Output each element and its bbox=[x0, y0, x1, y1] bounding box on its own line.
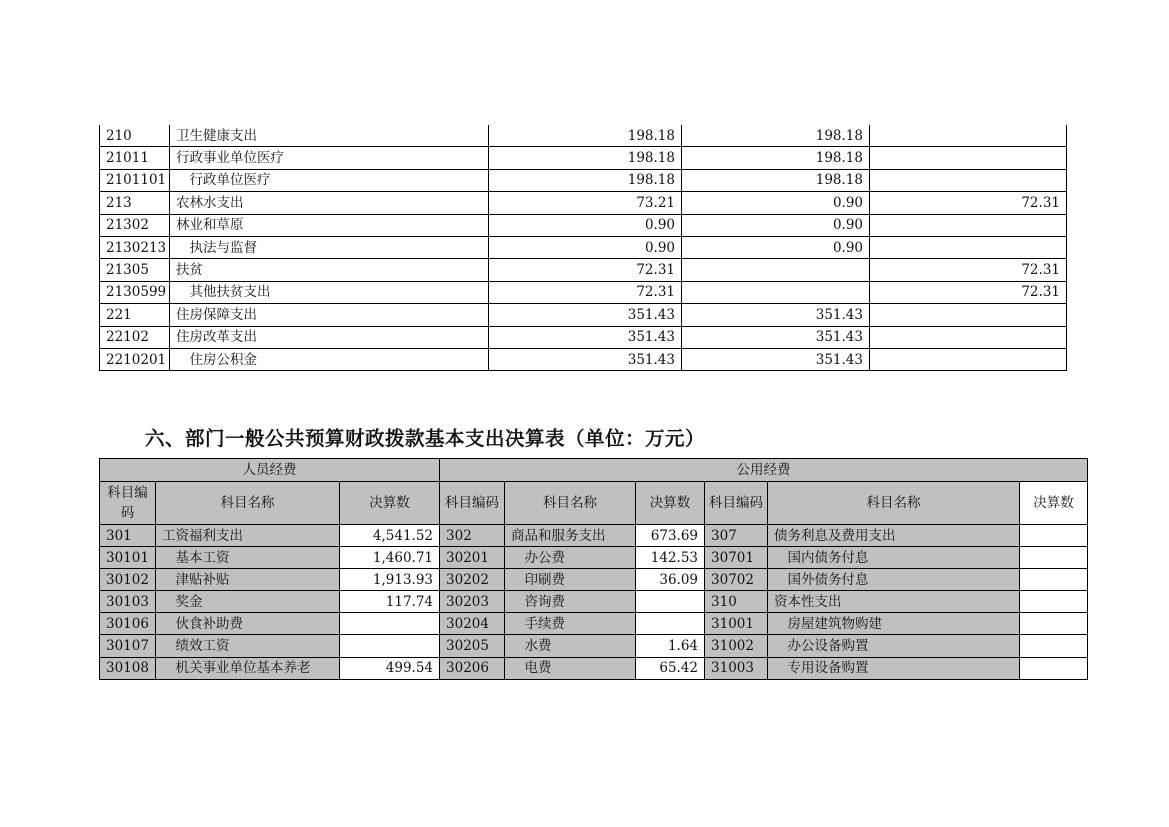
project-expenditure-cell: 72.31 bbox=[870, 192, 1067, 214]
subject-code-cell: 2101101 bbox=[100, 169, 170, 191]
total-amount-cell: 198.18 bbox=[489, 125, 682, 147]
total-amount-cell: 73.21 bbox=[489, 192, 682, 214]
subject-code-cell: 210 bbox=[100, 125, 170, 147]
personnel-code-cell: 30107 bbox=[100, 635, 156, 657]
basic-expenditure-cell bbox=[682, 281, 870, 303]
public-name-cell: 办公设备购置 bbox=[768, 635, 1020, 657]
public-code-cell: 302 bbox=[440, 525, 505, 547]
table-row bbox=[100, 169, 1067, 191]
table-row bbox=[100, 147, 1067, 169]
public-name-cell: 商品和服务支出 bbox=[505, 525, 636, 547]
basic-expenditure-cell: 198.18 bbox=[682, 147, 870, 169]
subject-code-cell: 21011 bbox=[100, 147, 170, 169]
project-expenditure-cell bbox=[870, 326, 1067, 348]
total-amount-cell: 72.31 bbox=[489, 259, 682, 281]
project-expenditure-cell bbox=[870, 125, 1067, 147]
group-public-header: 公用经费 bbox=[440, 459, 1088, 482]
subject-name-cell: 农林水支出 bbox=[170, 192, 489, 214]
personnel-code-cell: 30103 bbox=[100, 591, 156, 613]
total-amount-cell: 351.43 bbox=[489, 348, 682, 370]
public-amount-cell bbox=[636, 613, 705, 635]
table-row bbox=[100, 281, 1067, 303]
basic-expenditure-cell: 198.18 bbox=[682, 169, 870, 191]
total-amount-cell: 351.43 bbox=[489, 304, 682, 326]
public-name-cell: 房屋建筑物购建 bbox=[768, 613, 1020, 635]
public-code-cell: 30701 bbox=[705, 547, 768, 569]
project-expenditure-cell bbox=[870, 169, 1067, 191]
table-row bbox=[100, 236, 1067, 258]
subject-name-cell: 卫生健康支出 bbox=[170, 125, 489, 147]
public-amount-cell: 36.09 bbox=[636, 569, 705, 591]
expenditure-by-function-table bbox=[99, 125, 1067, 371]
public-amount-cell: 142.53 bbox=[636, 547, 705, 569]
table-row bbox=[100, 304, 1067, 326]
public-name-cell: 资本性支出 bbox=[768, 591, 1020, 613]
public-name-cell: 国内债务付息 bbox=[768, 547, 1020, 569]
group-header-row bbox=[100, 459, 1088, 482]
personnel-amount-cell: 4,541.52 bbox=[340, 525, 440, 547]
public-code-cell: 310 bbox=[705, 591, 768, 613]
basic-expenditure-cell: 198.18 bbox=[682, 125, 870, 147]
table-row bbox=[100, 259, 1067, 281]
subject-name-cell: 执法与监督 bbox=[170, 236, 489, 258]
public-name-cell: 专用设备购置 bbox=[768, 657, 1020, 679]
public-code-cell: 30205 bbox=[440, 635, 505, 657]
table-row bbox=[100, 591, 1088, 613]
header-amount: 决算数 bbox=[1020, 482, 1088, 525]
subject-code-cell: 21302 bbox=[100, 214, 170, 236]
public-amount-cell bbox=[636, 591, 705, 613]
personnel-amount-cell: 1,913.93 bbox=[340, 569, 440, 591]
personnel-amount-cell bbox=[340, 613, 440, 635]
public-amount-cell bbox=[1020, 547, 1088, 569]
public-code-cell: 30702 bbox=[705, 569, 768, 591]
header-name: 科目名称 bbox=[156, 482, 340, 525]
subject-name-cell: 扶贫 bbox=[170, 259, 489, 281]
basic-expenditure-cell: 351.43 bbox=[682, 326, 870, 348]
total-amount-cell: 351.43 bbox=[489, 326, 682, 348]
subject-code-cell: 221 bbox=[100, 304, 170, 326]
public-name-cell: 咨询费 bbox=[505, 591, 636, 613]
public-amount-cell bbox=[1020, 569, 1088, 591]
personnel-name-cell: 基本工资 bbox=[156, 547, 340, 569]
subject-code-cell: 2130599 bbox=[100, 281, 170, 303]
subject-name-cell: 行政事业单位医疗 bbox=[170, 147, 489, 169]
table-row bbox=[100, 635, 1088, 657]
public-amount-cell: 1.64 bbox=[636, 635, 705, 657]
personnel-amount-cell: 117.74 bbox=[340, 591, 440, 613]
table-row bbox=[100, 326, 1067, 348]
basic-expenditure-cell: 351.43 bbox=[682, 304, 870, 326]
basic-expenditure-cell: 0.90 bbox=[682, 192, 870, 214]
table-row bbox=[100, 348, 1067, 370]
public-amount-cell bbox=[1020, 525, 1088, 547]
table-row bbox=[100, 525, 1088, 547]
subject-code-cell: 2210201 bbox=[100, 348, 170, 370]
column-header-row bbox=[100, 482, 1088, 525]
table-row bbox=[100, 125, 1067, 147]
total-amount-cell: 0.90 bbox=[489, 214, 682, 236]
personnel-name-cell: 奖金 bbox=[156, 591, 340, 613]
section-title: 六、部门一般公共预算财政拨款基本支出决算表（单位：万元） bbox=[145, 427, 706, 450]
subject-name-cell: 住房改革支出 bbox=[170, 326, 489, 348]
total-amount-cell: 198.18 bbox=[489, 169, 682, 191]
public-name-cell: 债务利息及费用支出 bbox=[768, 525, 1020, 547]
project-expenditure-cell bbox=[870, 348, 1067, 370]
personnel-code-cell: 30101 bbox=[100, 547, 156, 569]
public-amount-cell bbox=[1020, 635, 1088, 657]
subject-name-cell: 林业和草原 bbox=[170, 214, 489, 236]
total-amount-cell: 72.31 bbox=[489, 281, 682, 303]
public-amount-cell bbox=[1020, 657, 1088, 679]
personnel-amount-cell: 499.54 bbox=[340, 657, 440, 679]
public-code-cell: 31001 bbox=[705, 613, 768, 635]
project-expenditure-cell: 72.31 bbox=[870, 259, 1067, 281]
public-code-cell: 31002 bbox=[705, 635, 768, 657]
public-code-cell: 307 bbox=[705, 525, 768, 547]
header-code: 科目编码 bbox=[100, 482, 156, 525]
personnel-code-cell: 301 bbox=[100, 525, 156, 547]
public-name-cell: 手续费 bbox=[505, 613, 636, 635]
subject-name-cell: 住房公积金 bbox=[170, 348, 489, 370]
public-name-cell: 国外债务付息 bbox=[768, 569, 1020, 591]
subject-name-cell: 其他扶贫支出 bbox=[170, 281, 489, 303]
personnel-amount-cell: 1,460.71 bbox=[340, 547, 440, 569]
header-amount: 决算数 bbox=[636, 482, 705, 525]
header-amount: 决算数 bbox=[340, 482, 440, 525]
personnel-name-cell: 伙食补助费 bbox=[156, 613, 340, 635]
public-code-cell: 30203 bbox=[440, 591, 505, 613]
personnel-name-cell: 工资福利支出 bbox=[156, 525, 340, 547]
public-name-cell: 电费 bbox=[505, 657, 636, 679]
personnel-code-cell: 30108 bbox=[100, 657, 156, 679]
project-expenditure-cell bbox=[870, 236, 1067, 258]
public-amount-cell: 65.42 bbox=[636, 657, 705, 679]
subject-code-cell: 2130213 bbox=[100, 236, 170, 258]
subject-name-cell: 行政单位医疗 bbox=[170, 169, 489, 191]
basic-expenditure-cell: 0.90 bbox=[682, 214, 870, 236]
group-personnel-header: 人员经费 bbox=[100, 459, 440, 482]
personnel-amount-cell bbox=[340, 635, 440, 657]
public-name-cell: 印刷费 bbox=[505, 569, 636, 591]
basic-expenditure-cell bbox=[682, 259, 870, 281]
public-code-cell: 30206 bbox=[440, 657, 505, 679]
personnel-code-cell: 30106 bbox=[100, 613, 156, 635]
public-code-cell: 30201 bbox=[440, 547, 505, 569]
public-name-cell: 水费 bbox=[505, 635, 636, 657]
subject-code-cell: 21305 bbox=[100, 259, 170, 281]
table-row bbox=[100, 214, 1067, 236]
table-row bbox=[100, 547, 1088, 569]
table-row bbox=[100, 657, 1088, 679]
public-code-cell: 31003 bbox=[705, 657, 768, 679]
basic-expenditure-cell: 351.43 bbox=[682, 348, 870, 370]
personnel-name-cell: 绩效工资 bbox=[156, 635, 340, 657]
public-amount-cell bbox=[1020, 591, 1088, 613]
header-name: 科目名称 bbox=[768, 482, 1020, 525]
header-name: 科目名称 bbox=[505, 482, 636, 525]
project-expenditure-cell bbox=[870, 147, 1067, 169]
personnel-code-cell: 30102 bbox=[100, 569, 156, 591]
basic-expenditure-table bbox=[99, 458, 1088, 680]
table-row bbox=[100, 192, 1067, 214]
table-row bbox=[100, 613, 1088, 635]
header-code: 科目编码 bbox=[440, 482, 505, 525]
project-expenditure-cell bbox=[870, 214, 1067, 236]
public-code-cell: 30204 bbox=[440, 613, 505, 635]
header-code: 科目编码 bbox=[705, 482, 768, 525]
personnel-name-cell: 津贴补贴 bbox=[156, 569, 340, 591]
project-expenditure-cell: 72.31 bbox=[870, 281, 1067, 303]
subject-code-cell: 213 bbox=[100, 192, 170, 214]
personnel-name-cell: 机关事业单位基本养老 bbox=[156, 657, 340, 679]
total-amount-cell: 0.90 bbox=[489, 236, 682, 258]
public-amount-cell bbox=[1020, 613, 1088, 635]
subject-code-cell: 22102 bbox=[100, 326, 170, 348]
public-code-cell: 30202 bbox=[440, 569, 505, 591]
project-expenditure-cell bbox=[870, 304, 1067, 326]
subject-name-cell: 住房保障支出 bbox=[170, 304, 489, 326]
basic-expenditure-cell: 0.90 bbox=[682, 236, 870, 258]
public-name-cell: 办公费 bbox=[505, 547, 636, 569]
table-row bbox=[100, 569, 1088, 591]
expenditure-table-body bbox=[100, 125, 1067, 371]
total-amount-cell: 198.18 bbox=[489, 147, 682, 169]
public-amount-cell: 673.69 bbox=[636, 525, 705, 547]
